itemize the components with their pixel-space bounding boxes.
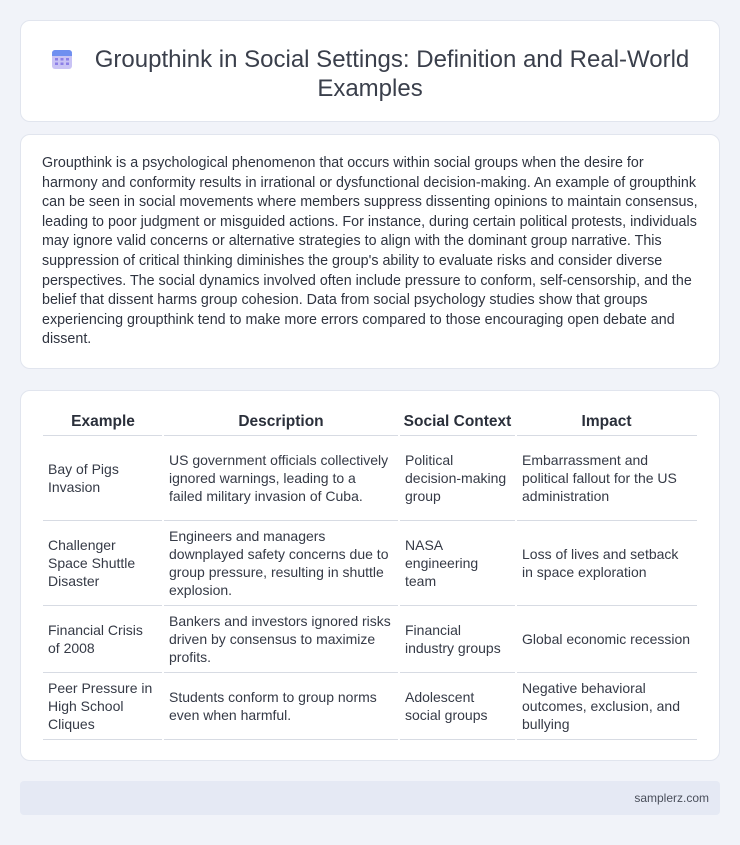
intro-paragraph: Groupthink is a psychological phenomenon that occurs within social groups when the desire for harmony and conformity results in irrational or dysfunctional decision-making. An example of groupthink can be seen in social movements where members suppress dissenting opinions to maintain consensus, leading to poor judgment or misguided actions. For instance, during certain political protests, individuals may ignore valid concerns or alternative strategies to align with the dominant group narrative. This suppression of critical thinking diminishes the group's ability to evaluate risks and consider diverse perspectives. The social dynamics involved often include pressure to conform, self-censorship, and the belief that dissent harms group cohesion. Data from social psychology studies show that groups experiencing groupthink tend to make more errors compared to those encouraging open debate and dissent. xyxy=(42,155,698,348)
cell-description: Engineers and managers downplayed safety concerns due to group pressure, resulting in shuttle explosion. xyxy=(163,521,399,606)
column-header-description: Description xyxy=(163,411,399,436)
examples-table xyxy=(43,411,697,740)
cell-example: Challenger Space Shuttle Disaster xyxy=(43,521,163,606)
column-header-social-context: Social Context xyxy=(399,411,516,436)
cell-context: Adolescent social groups xyxy=(399,673,516,740)
cell-example: Bay of Pigs Invasion xyxy=(43,436,163,521)
cell-impact: Loss of lives and setback in space exploration xyxy=(516,521,697,606)
page-title-text: Groupthink in Social Settings: Definition and Real-World Examples xyxy=(94,46,690,102)
cell-impact: Negative behavioral outcomes, exclusion, and bullying xyxy=(516,673,697,740)
table-row xyxy=(43,673,697,740)
table-header-row xyxy=(43,411,697,436)
calendar-icon xyxy=(51,48,73,70)
cell-context: NASA engineering team xyxy=(399,521,516,606)
footer-site-link[interactable]: samplerz.com xyxy=(634,791,709,805)
table-row xyxy=(43,521,697,606)
table-card xyxy=(20,390,720,761)
column-header-impact: Impact xyxy=(516,411,697,436)
title-card xyxy=(20,20,720,122)
cell-context: Financial industry groups xyxy=(399,606,516,673)
cell-impact: Embarrassment and political fallout for the US administration xyxy=(516,436,697,521)
cell-description: Students conform to group norms even when harmful. xyxy=(163,673,399,740)
intro-card xyxy=(20,134,720,369)
cell-description: US government officials collectively ignored warnings, leading to a failed military invasion of Cuba. xyxy=(163,436,399,521)
table-row xyxy=(43,606,697,673)
cell-context: Political decision-making group xyxy=(399,436,516,521)
cell-example: Peer Pressure in High School Cliques xyxy=(43,673,163,740)
table-row xyxy=(43,436,697,521)
cell-description: Bankers and investors ignored risks driven by consensus to maximize profits. xyxy=(163,606,399,673)
page-title xyxy=(21,45,719,103)
footer-bar xyxy=(20,781,720,815)
cell-impact: Global economic recession xyxy=(516,606,697,673)
column-header-example: Example xyxy=(43,411,163,436)
cell-example: Financial Crisis of 2008 xyxy=(43,606,163,673)
